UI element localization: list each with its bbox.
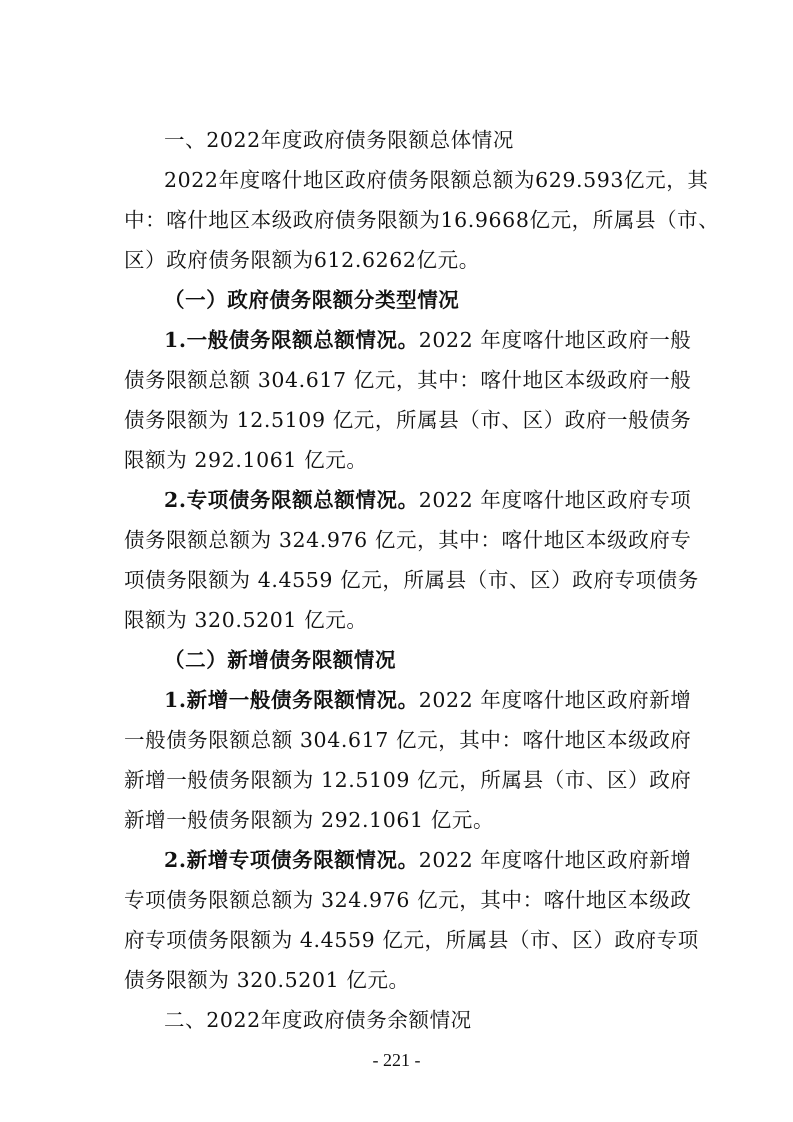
subsection-heading-1: [164, 285, 672, 315]
body-text: 限额为 292.1061 亿元。: [124, 448, 368, 472]
body-text: 债务限额总额 304.617 亿元，其中：喀什地区本级政府一般: [124, 368, 692, 392]
paragraph-line: [164, 165, 709, 195]
body-text: 2022 年度喀什地区政府一般: [418, 328, 692, 352]
paragraph-line: [124, 365, 692, 395]
item-title: 1.一般债务限额总额情况。: [164, 328, 419, 352]
body-text: 中：喀什地区本级政府债务限额为16.9668亿元，所属县（市、: [124, 208, 720, 232]
body-text: 债务限额为 12.5109 亿元，所属县（市、区）政府一般债务: [124, 408, 692, 432]
paragraph-line: [124, 605, 672, 635]
paragraph-line: [124, 925, 699, 955]
paragraph-line: [124, 565, 699, 595]
heading-text: 一、2022年度政府债务限额总体情况: [164, 128, 514, 152]
paragraph-line: [164, 685, 692, 715]
body-text: 2022 年度喀什地区政府新增: [418, 848, 692, 872]
body-text: 区）政府债务限额为612.6262亿元。: [124, 248, 480, 272]
subsection-heading-2: [164, 645, 672, 675]
item-title: 1.新增一般债务限额情况。: [164, 688, 419, 712]
body-text: 2022 年度喀什地区政府专项: [418, 488, 692, 512]
body-text: 债务限额总额为 324.976 亿元，其中：喀什地区本级政府专: [124, 528, 692, 552]
heading-text: （一）政府债务限额分类型情况: [164, 288, 460, 312]
paragraph-line: [124, 405, 692, 435]
paragraph-line: [124, 805, 672, 835]
body-text: 专项债务限额总额为 324.976 亿元，其中：喀什地区本级政: [124, 888, 692, 912]
body-text: 债务限额为 320.5201 亿元。: [124, 968, 410, 992]
paragraph-line: [164, 325, 692, 355]
body-text: 2022 年度喀什地区政府新增: [418, 688, 692, 712]
heading-text: （二）新增债务限额情况: [164, 648, 397, 672]
page-number: - 221 -: [372, 1050, 421, 1070]
body-text: 一般债务限额总额 304.617 亿元，其中：喀什地区本级政府: [124, 728, 692, 752]
paragraph-line: [164, 845, 692, 875]
body-text: 2022年度喀什地区政府债务限额总额为629.593亿元，其: [164, 168, 709, 192]
body-text: 新增一般债务限额为 12.5109 亿元，所属县（市、区）政府: [124, 768, 692, 792]
item-title: 2.专项债务限额总额情况。: [164, 488, 419, 512]
paragraph-line: [124, 965, 672, 995]
body-text: 新增一般债务限额为 292.1061 亿元。: [124, 808, 495, 832]
paragraph-line: [124, 445, 672, 475]
paragraph-line: [124, 525, 692, 555]
paragraph-line: [124, 725, 692, 755]
paragraph-line: [124, 205, 720, 235]
item-title: 2.新增专项债务限额情况。: [164, 848, 419, 872]
section-heading-1: [164, 125, 672, 155]
paragraph-line: [124, 245, 672, 275]
paragraph-line: [124, 765, 692, 795]
body-text: 限额为 320.5201 亿元。: [124, 608, 368, 632]
section-heading-2: [164, 1005, 672, 1035]
paragraph-line: [124, 885, 692, 915]
body-text: 府专项债务限额为 4.4559 亿元，所属县（市、区）政府专项: [124, 928, 699, 952]
body-text: 项债务限额为 4.4559 亿元，所属县（市、区）政府专项债务: [124, 568, 699, 592]
heading-text: 二、2022年度政府债务余额情况: [164, 1008, 472, 1032]
paragraph-line: [164, 485, 692, 515]
